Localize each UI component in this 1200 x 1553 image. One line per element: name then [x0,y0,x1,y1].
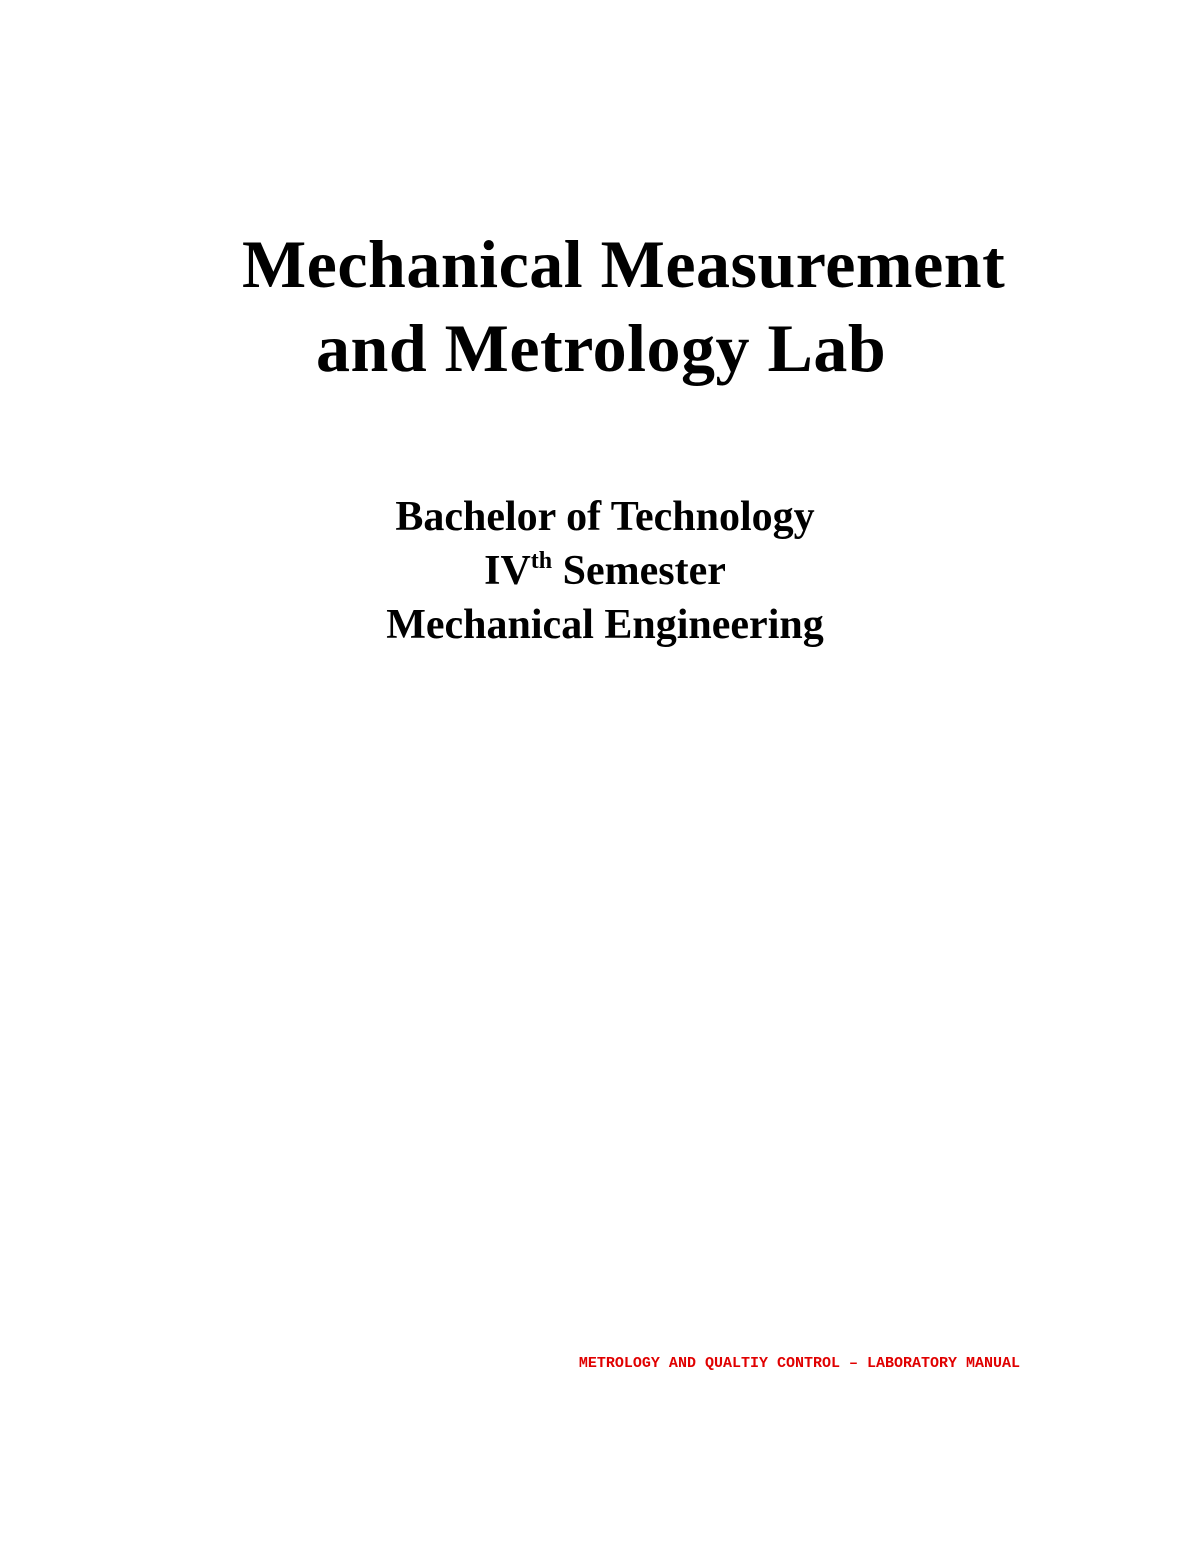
semester-roman: IV [484,548,531,594]
title-line-2: and Metrology Lab [316,310,887,386]
semester-word: Semester [552,548,726,594]
title-line-1: Mechanical Measurement [242,226,1006,302]
semester-line [0,544,1200,598]
manual-footer: METROLOGY AND QUALTIY CONTROL – LABORATORY MANUAL [578,1355,1020,1372]
department-line: Mechanical Engineering [386,602,824,648]
program-info [0,490,1200,652]
semester-suffix: th [530,548,553,574]
degree-line: Bachelor of Technology [395,494,815,540]
